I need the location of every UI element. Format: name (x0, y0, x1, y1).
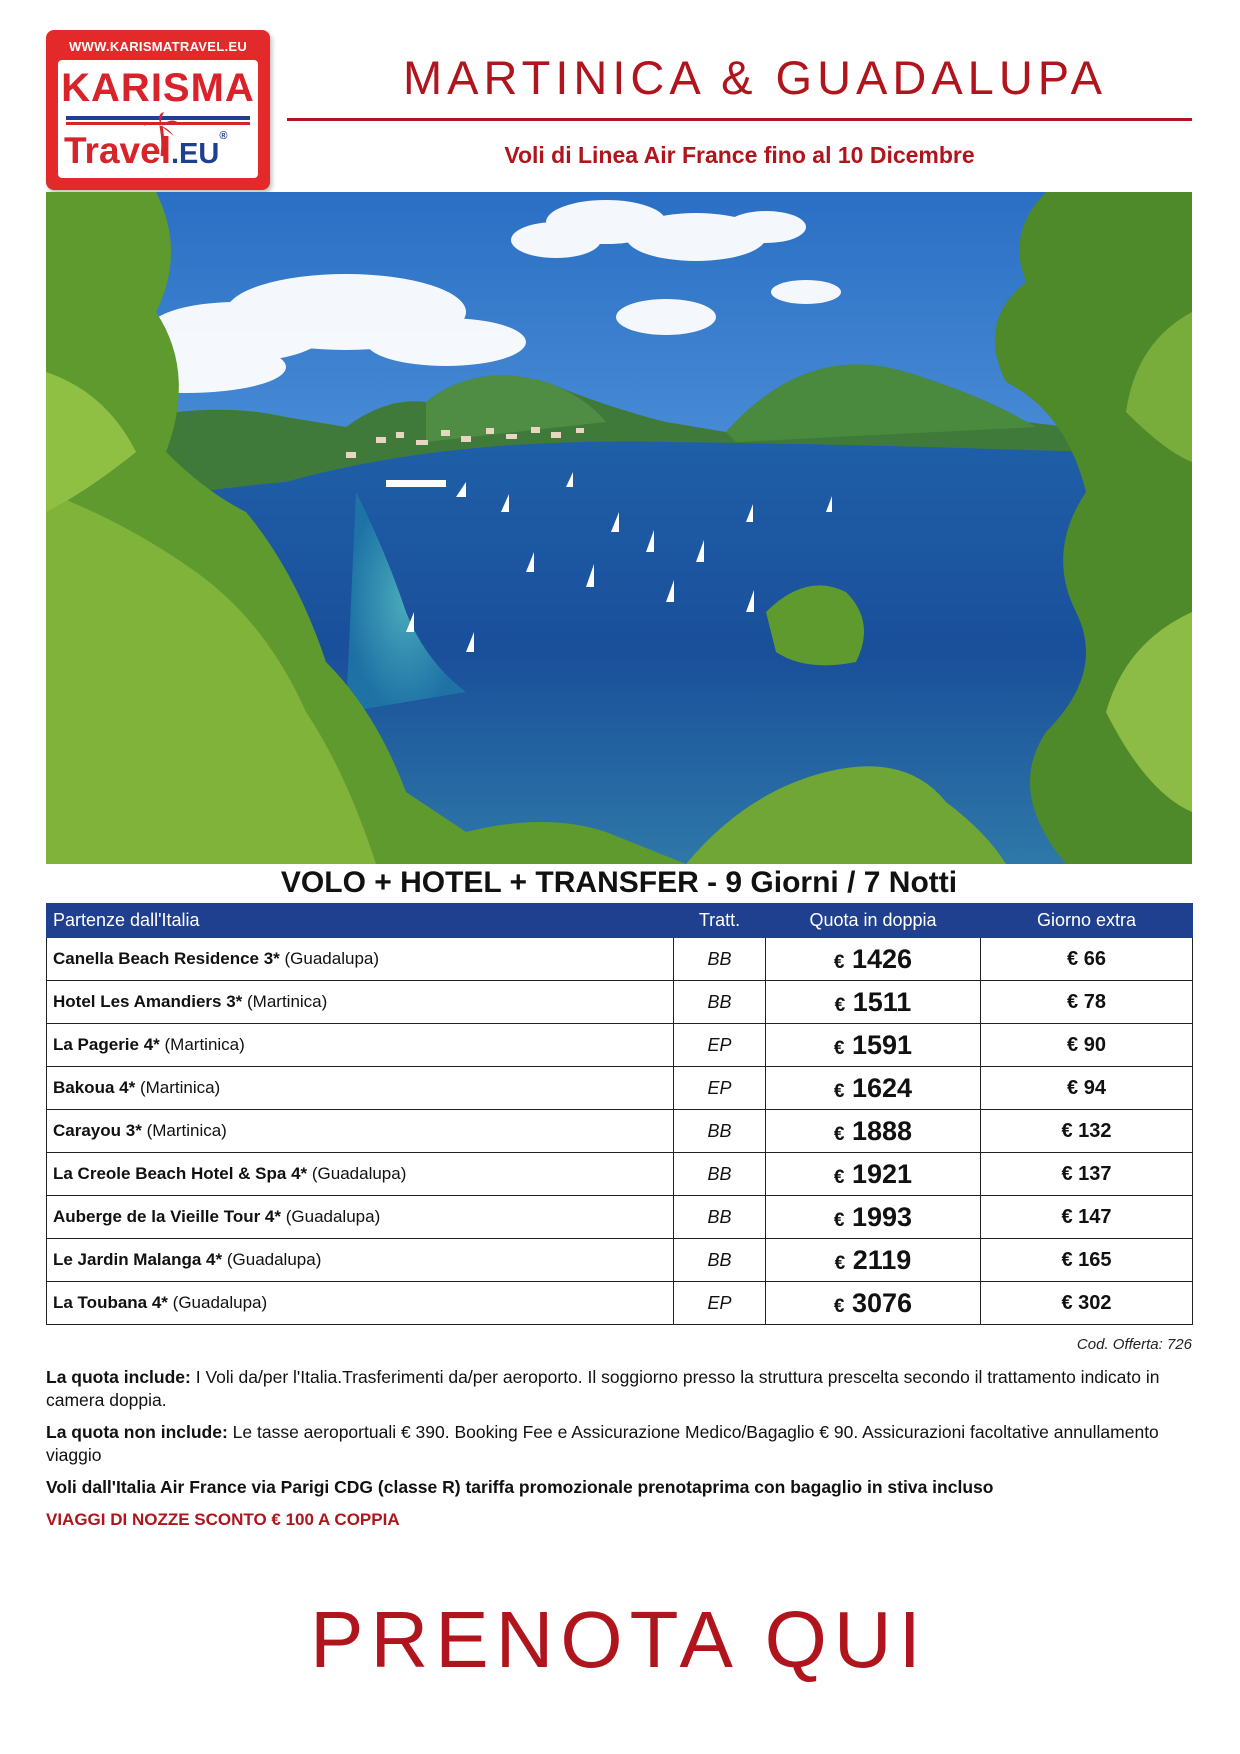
hotel-name: Le Jardin Malanga 4* (53, 1250, 223, 1269)
hotel-location: (Guadalupa) (226, 1250, 322, 1269)
extra-day-cell: € 147 (981, 1196, 1193, 1239)
hotel-cell (47, 1024, 674, 1067)
hotel-name: Carayou 3* (53, 1121, 142, 1140)
hotel-name: La Creole Beach Hotel & Spa 4* (53, 1164, 308, 1183)
currency-symbol: € (833, 951, 845, 973)
treatment-cell: BB (674, 981, 766, 1024)
price-cell (766, 981, 981, 1024)
hotel-cell (47, 1282, 674, 1325)
offer-code: Cod. Offerta: 726 (1076, 1336, 1192, 1353)
price-cell (766, 1024, 981, 1067)
table-row[interactable] (47, 1196, 1193, 1239)
currency-symbol: € (833, 1209, 845, 1231)
currency-symbol: € (833, 1295, 845, 1317)
extra-day-cell: € 165 (981, 1239, 1193, 1282)
hotel-cell (47, 1196, 674, 1239)
notes-section (46, 1366, 1196, 1540)
flights-text: Voli dall'Italia Air France via Parigi CDG (classe R) tariffa promozionale prenotaprima con bagaglio in stiva incluso (46, 1477, 994, 1497)
treatment-cell: BB (674, 1153, 766, 1196)
extra-day-cell: € 137 (981, 1153, 1193, 1196)
price-value: 1511 (852, 986, 912, 1017)
table-row[interactable] (47, 1067, 1193, 1110)
table-row[interactable] (47, 1024, 1193, 1067)
hotel-location: (Guadalupa) (285, 1207, 381, 1226)
hotel-location: (Guadalupa) (284, 949, 380, 968)
logo-panel (58, 60, 258, 178)
price-table (46, 903, 1193, 1325)
extra-day-cell: € 66 (981, 938, 1193, 981)
treatment-cell: BB (674, 938, 766, 981)
price-value: 1426 (852, 943, 913, 974)
table-row[interactable] (47, 1153, 1193, 1196)
honeymoon-promo: VIAGGI DI NOZZE SCONTO € 100 A COPPIA (46, 1510, 400, 1529)
treatment-cell: EP (674, 1067, 766, 1110)
treatment-cell: BB (674, 1110, 766, 1153)
extra-day-cell: € 94 (981, 1067, 1193, 1110)
table-row[interactable] (47, 1239, 1193, 1282)
logo-registered-mark: ® (219, 130, 228, 142)
includes-text: I Voli da/per l'Italia.Trasferimenti da/per aeroporto. Il soggiorno presso la struttura prescelta secondo il trattamento indicato in camera doppia. (46, 1367, 1160, 1410)
table-row[interactable] (47, 938, 1193, 981)
hotel-location: (Martinica) (146, 1121, 227, 1140)
price-cell (766, 938, 981, 981)
price-cell (766, 1239, 981, 1282)
header-treatment: Tratt. (674, 904, 766, 938)
table-row[interactable] (47, 1282, 1193, 1325)
table-row[interactable] (47, 981, 1193, 1024)
extra-day-cell: € 132 (981, 1110, 1193, 1153)
currency-symbol: € (834, 1252, 846, 1274)
table-header-row (47, 904, 1193, 938)
treatment-cell: BB (674, 1239, 766, 1282)
hotel-name: Auberge de la Vieille Tour 4* (53, 1207, 281, 1226)
hotel-location: (Martinica) (164, 1035, 245, 1054)
price-value: 1921 (852, 1158, 913, 1189)
extra-day-cell: € 90 (981, 1024, 1193, 1067)
logo-sub-main: Travel (64, 130, 171, 171)
table-row[interactable] (47, 1110, 1193, 1153)
excludes-label: La quota non include: (46, 1422, 228, 1442)
includes-note (46, 1366, 1196, 1412)
price-cell (766, 1110, 981, 1153)
price-value: 3076 (852, 1287, 913, 1318)
hotel-cell (47, 981, 674, 1024)
excludes-note (46, 1421, 1196, 1467)
includes-label: La quota include: (46, 1367, 191, 1387)
hotel-cell (47, 1153, 674, 1196)
hotel-location: (Martinica) (139, 1078, 221, 1097)
treatment-cell: BB (674, 1196, 766, 1239)
header-departures: Partenze dall'Italia (47, 904, 674, 938)
karisma-logo[interactable] (46, 30, 270, 190)
treatment-cell: EP (674, 1024, 766, 1067)
hotel-name: La Pagerie 4* (53, 1035, 160, 1054)
price-cell (766, 1196, 981, 1239)
price-cell (766, 1067, 981, 1110)
bay-illustration (46, 192, 1192, 864)
page-subtitle: Voli di Linea Air France fino al 10 Dicembre (504, 142, 975, 168)
currency-symbol: € (833, 1037, 845, 1059)
currency-symbol: € (833, 1166, 845, 1188)
title-divider (287, 118, 1192, 121)
logo-brand: KARISMA (61, 66, 255, 110)
logo-url: WWW.KARISMATRAVEL.EU (68, 39, 248, 54)
price-value: 1624 (852, 1072, 913, 1103)
price-cell (766, 1153, 981, 1196)
price-value: 2119 (852, 1244, 912, 1275)
hotel-cell (47, 1067, 674, 1110)
header-double-price: Quota in doppia (766, 904, 981, 938)
excludes-text: Le tasse aeroportuali € 390. Booking Fee e Assicurazione Medico/Bagaglio € 90. Assicurazioni facoltative annullamento viaggio (46, 1422, 1159, 1465)
hotel-name: Canella Beach Residence 3* (53, 949, 280, 968)
flights-note (46, 1476, 1196, 1499)
hotel-name: Bakoua 4* (53, 1078, 136, 1097)
hotel-cell (47, 1110, 674, 1153)
header-extra-day: Giorno extra (981, 904, 1193, 938)
page-title: MARTINICA & GUADALUPA (403, 51, 1107, 104)
currency-symbol: € (833, 1080, 845, 1102)
hotel-name: Hotel Les Amandiers 3* (53, 992, 243, 1011)
hotel-location: (Guadalupa) (172, 1293, 268, 1312)
logo-sub-suffix: .EU (170, 138, 220, 170)
hotel-location: (Guadalupa) (311, 1164, 407, 1183)
currency-symbol: € (833, 1123, 845, 1145)
price-cell (766, 1282, 981, 1325)
logo-sub (64, 130, 227, 172)
extra-day-cell: € 302 (981, 1282, 1193, 1325)
hotel-cell (47, 938, 674, 981)
treatment-cell: EP (674, 1282, 766, 1325)
book-now-link[interactable]: PRENOTA QUI (310, 1595, 928, 1684)
hotel-cell (47, 1239, 674, 1282)
package-title: VOLO + HOTEL + TRANSFER - 9 Giorni / 7 Notti (280, 866, 958, 899)
extra-day-cell: € 78 (981, 981, 1193, 1024)
price-value: 1888 (852, 1115, 913, 1146)
hotel-name: La Toubana 4* (53, 1293, 168, 1312)
price-value: 1591 (852, 1029, 913, 1060)
hero-photo-bay (46, 192, 1192, 864)
price-value: 1993 (852, 1201, 913, 1232)
hotel-location: (Martinica) (247, 992, 328, 1011)
currency-symbol: € (834, 994, 846, 1016)
